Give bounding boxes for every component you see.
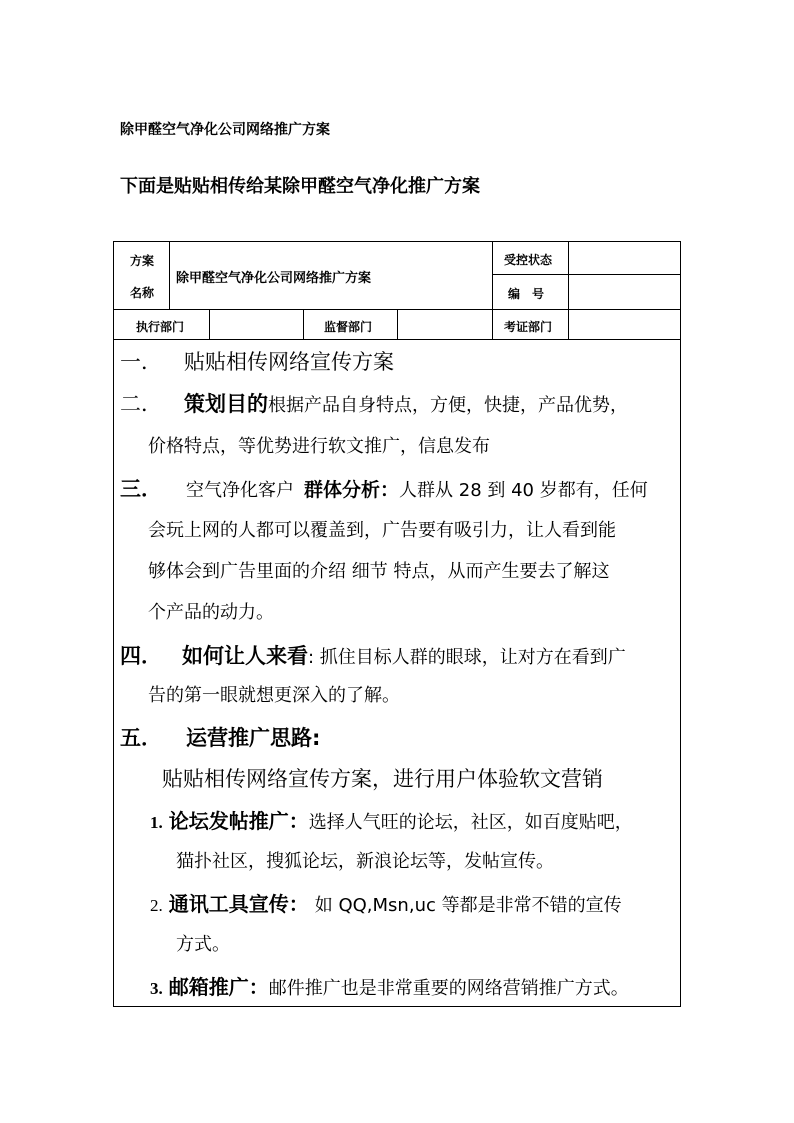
control-status-label: 受控状态 (504, 253, 553, 267)
plan-label-2: 名称 (130, 286, 155, 300)
section-lead: 空气净化客户 (186, 480, 294, 501)
item-title: 通讯工具宣传： (168, 892, 309, 916)
table-divider (492, 274, 680, 275)
document-title: 除甲醛空气净化公司网络推广方案 (120, 122, 330, 138)
item-number: 2. (150, 896, 163, 915)
plan-table (113, 241, 681, 1007)
section-text: 价格特点，等优势进行软文推广，信息发布 (148, 436, 490, 457)
section-1 (120, 350, 394, 374)
table-divider (568, 242, 569, 339)
table-divider (492, 242, 493, 339)
section-title: 贴贴相传网络宣传方案 (184, 350, 394, 374)
item-text: 猫扑社区，搜狐论坛，新浪论坛等，发帖宣传。 (176, 851, 554, 872)
section-number: 四． (120, 644, 162, 668)
section-2 (120, 392, 628, 418)
section-subtitle: 贴贴相传网络宣传方案，进行用户体验软文营销 (162, 767, 603, 791)
section-number: 二． (120, 392, 162, 416)
table-divider (397, 309, 398, 339)
plan-name: 除甲醛空气净化公司网络推广方案 (176, 271, 372, 286)
table-divider (169, 242, 170, 309)
section-text: : 抓住目标人群的眼球，让对方在看到广 (308, 647, 626, 668)
item-title: 论坛发帖推广： (168, 809, 309, 833)
table-divider (303, 309, 304, 339)
item-title: 邮箱推广： (168, 975, 269, 999)
section-3 (120, 477, 648, 503)
item-number: 3. (150, 979, 163, 998)
plan-label: 方案 (130, 254, 155, 268)
section-text: 根据产品自身特点，方便，快捷，产品优势， (268, 395, 628, 416)
section-title: 策划目的 (184, 392, 268, 416)
list-item (150, 892, 622, 918)
section-5 (120, 726, 320, 752)
document-subtitle: 下面是贴贴相传给某除甲醛空气净化推广方案 (120, 176, 480, 197)
supervise-dept-label: 监督部门 (324, 320, 373, 334)
number-label: 编 号 (508, 287, 545, 301)
section-title: 运营推广思路: (186, 726, 321, 750)
section-text: 告的第一眼就想更深入的了解。 (148, 685, 400, 706)
section-text: 人群从 28 到 40 岁都有，任何 (399, 480, 648, 501)
list-item (150, 809, 633, 835)
item-number: 1. (150, 813, 163, 832)
section-number: 三． (120, 477, 162, 501)
section-text: 够体会到广告里面的介绍 细节 特点，从而产生要去了解这 (148, 561, 610, 582)
list-item (150, 975, 629, 1001)
section-4 (120, 644, 626, 670)
table-divider (114, 339, 680, 340)
verify-dept-label: 考证部门 (504, 320, 553, 334)
section-text: 会玩上网的人都可以覆盖到，广告要有吸引力，让人看到能 (148, 520, 616, 541)
section-title: 如何让人来看 (182, 644, 308, 668)
item-text: 选择人气旺的论坛，社区，如百度贴吧， (308, 812, 633, 833)
item-text: 方式。 (176, 934, 230, 955)
section-title: 群体分析： (304, 479, 400, 501)
section-number: 一． (120, 350, 162, 374)
section-number: 五． (120, 726, 162, 750)
exec-dept-label: 执行部门 (136, 320, 185, 334)
table-divider (209, 309, 210, 339)
section-text: 个产品的动力。 (148, 602, 274, 623)
item-text: 邮件推广也是非常重要的网络营销推广方式。 (268, 978, 629, 999)
item-text: 如 QQ,Msn,uc 等都是非常不错的宣传 (314, 895, 622, 916)
